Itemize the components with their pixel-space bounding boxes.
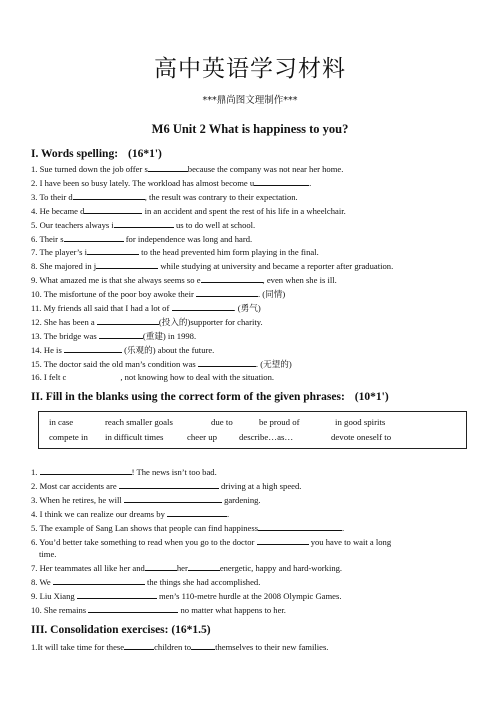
- section-2-score: (10*1'): [354, 391, 389, 403]
- phrase-item: in case: [49, 417, 74, 427]
- answer-blank[interactable]: [87, 245, 139, 255]
- answer-blank[interactable]: [64, 232, 124, 242]
- answer-blank[interactable]: [99, 329, 143, 339]
- question-line: 8. She majored in j while studying at university and became a reporter after graduation.: [31, 261, 394, 272]
- answer-blank[interactable]: [114, 218, 174, 228]
- question-line-continued: time.: [39, 549, 57, 560]
- section-1-score: (16*1'): [128, 148, 162, 160]
- answer-blank[interactable]: [257, 535, 309, 545]
- question-line: 6. You’d better take something to read when you go to the doctor you have to wait a long: [31, 536, 392, 547]
- question-line: 8. We the things she had accomplished.: [31, 577, 261, 588]
- phrase-item: cheer up: [187, 432, 218, 442]
- phrase-row: [49, 417, 385, 427]
- question-line: 14. He is (乐观的) about the future.: [31, 344, 215, 355]
- answer-blank[interactable]: [196, 287, 258, 297]
- question-line: 4. He became d in an accident and spent the rest of his life in a wheelchair.: [31, 205, 346, 216]
- question-line: 13. The bridge was (重建) in 1998.: [31, 330, 197, 341]
- phrase-item: due to: [211, 417, 233, 427]
- answer-blank[interactable]: [172, 301, 234, 311]
- question-line: 12. She has been a (投入的)supporter for charity.: [31, 316, 263, 327]
- answer-blank[interactable]: [40, 465, 132, 475]
- question-line: 10. The misfortune of the poor boy awoke their . (同情): [31, 289, 286, 300]
- question-line: 11. My friends all said that I had a lot of . (勇气): [31, 303, 261, 314]
- section-2-heading: [31, 391, 389, 403]
- section-3-heading: III. Consolidation exercises: (16*1.5): [31, 624, 211, 636]
- question-line: 4. I think we can realize our dreams by .: [31, 508, 230, 519]
- phrase-row: [49, 432, 391, 442]
- answer-blank[interactable]: [198, 357, 256, 367]
- producer-credit: ***鼎尚图文理制作***: [202, 95, 298, 106]
- question-line: 3. When he retires, he will gardening.: [31, 494, 261, 505]
- question-line: 10. She remains no matter what happens to her.: [31, 605, 286, 616]
- section-2-questions: [31, 465, 471, 617]
- phrase-bank: [38, 411, 467, 449]
- answer-blank[interactable]: [191, 640, 215, 650]
- question-line: 7. The player’s i to the head prevented him form playing in the final.: [31, 247, 319, 258]
- phrase-item: in good spirits: [335, 417, 386, 427]
- answer-blank[interactable]: [124, 640, 154, 650]
- section-2-title: II. Fill in the blanks using the correct form of the given phrases:: [31, 391, 345, 403]
- answer-blank[interactable]: [145, 561, 177, 571]
- answer-blank[interactable]: [148, 162, 188, 172]
- question-line: 2. I have been so busy lately. The workload has almost become u .: [31, 177, 312, 188]
- section-1-title: I. Words spelling:: [31, 148, 119, 160]
- answer-blank[interactable]: [84, 204, 142, 214]
- phrase-item: compete in: [49, 432, 88, 442]
- answer-blank[interactable]: [201, 273, 263, 283]
- answer-blank[interactable]: [53, 575, 145, 585]
- answer-blank[interactable]: [167, 507, 227, 517]
- answer-blank[interactable]: [73, 190, 145, 200]
- answer-blank[interactable]: [96, 259, 158, 269]
- question-line: 3. To their d , the result was contrary to their expectation.: [31, 191, 298, 202]
- question-line: 7. Her teammates all like her and her energetic, happy and hard-working.: [31, 563, 343, 574]
- phrase-item: devote oneself to: [331, 432, 392, 442]
- question-line: 1. ! The news isn’t too bad.: [31, 467, 217, 477]
- question-line: 6. Their s for independence was long and hard.: [31, 233, 253, 244]
- question-line: 2. Most car accidents are driving at a high speed.: [31, 480, 302, 491]
- question-line: 9. What amazed me is that she always seems so e , even when she is ill.: [31, 275, 337, 286]
- phrase-item: in difficult times: [105, 432, 164, 442]
- question-line: 15. The doctor said the old man’s condition was . (无望的): [31, 358, 292, 369]
- answer-blank[interactable]: [258, 521, 342, 531]
- section-1-heading: [31, 148, 162, 160]
- question-line: 5. The example of Sang Lan shows that people can find happiness .: [31, 522, 345, 533]
- answer-blank[interactable]: [77, 589, 157, 599]
- answer-blank[interactable]: [254, 176, 309, 186]
- answer-blank[interactable]: [119, 479, 219, 489]
- phrase-item: describe…as…: [239, 432, 294, 442]
- document-title: 高中英语学习材料: [154, 56, 346, 82]
- section-3-questions: [31, 640, 471, 654]
- answer-blank[interactable]: [124, 493, 222, 503]
- question-line: 1.It will take time for these children to themselves to their new families.: [31, 642, 329, 652]
- answer-blank[interactable]: [188, 561, 220, 571]
- phrase-item: reach smaller goals: [105, 417, 173, 427]
- answer-blank[interactable]: [97, 315, 159, 325]
- question-line: 1. Sue turned down the job offer s because the company was not near her home.: [31, 164, 344, 174]
- question-line: 16. I felt c , not knowing how to deal with the situation.: [31, 371, 275, 382]
- section-1-questions: [31, 162, 471, 384]
- question-line: 9. Liu Xiang men’s 110-metre hurdle at the 2008 Olympic Games.: [31, 591, 342, 602]
- answer-blank[interactable]: [88, 603, 178, 613]
- answer-blank[interactable]: [64, 343, 122, 353]
- phrase-item: be proud of: [259, 417, 300, 427]
- question-line: 5. Our teachers always i us to do well at school.: [31, 219, 256, 230]
- unit-title: M6 Unit 2 What is happiness to you?: [151, 122, 349, 136]
